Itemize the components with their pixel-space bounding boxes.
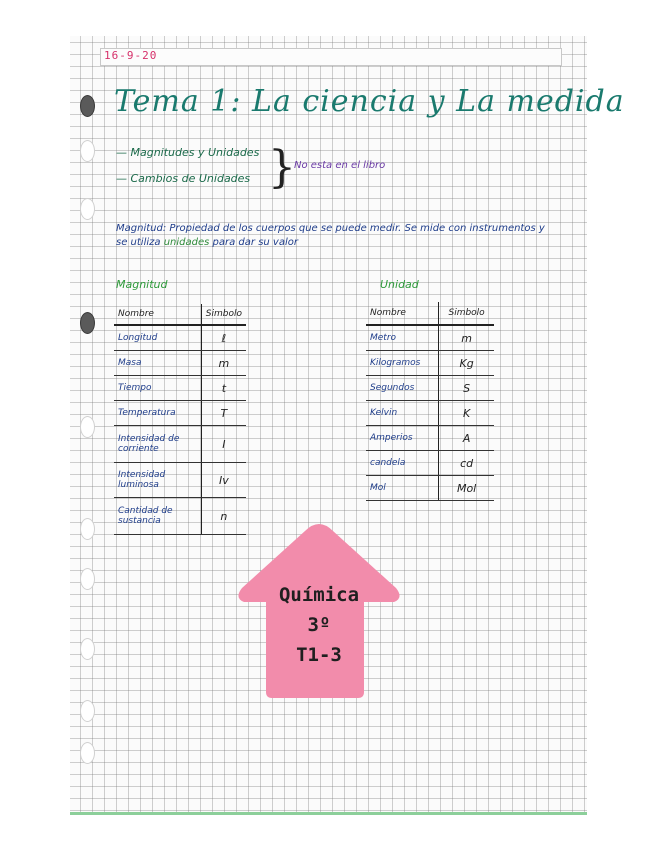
date-text: 16-9-20 xyxy=(104,49,158,62)
binder-hole xyxy=(80,568,95,590)
column-header: Simbolo xyxy=(439,302,494,325)
name-cell: Temperatura xyxy=(114,401,201,426)
definition-text: Propiedad de los cuerpos que se puede medir. Se mide con instrumentos y se utiliza xyxy=(116,223,545,248)
table-row xyxy=(114,463,246,498)
topic-label: Magnitudes y Unidades xyxy=(130,146,260,159)
sticky-note-grade: 3º xyxy=(307,614,331,636)
binder-hole xyxy=(80,198,95,220)
table-header-row xyxy=(114,304,246,325)
symbol-cell: Mol xyxy=(439,476,494,501)
unidad-section-title: Unidad xyxy=(380,278,419,291)
name-cell: candela xyxy=(366,451,439,476)
table-row xyxy=(114,401,246,426)
table-row xyxy=(366,351,494,376)
symbol-cell: n xyxy=(201,498,246,535)
binder-hole xyxy=(80,518,95,540)
table-row xyxy=(366,401,494,426)
table-row xyxy=(114,351,246,376)
units-table xyxy=(366,302,494,501)
brace-symbol: } xyxy=(268,142,296,193)
topic-item: — Magnitudes y Unidades xyxy=(116,146,260,159)
sticky-note-subject: Química xyxy=(278,584,360,606)
magnitudes-table xyxy=(114,304,246,535)
symbol-cell: A xyxy=(439,426,494,451)
date-header-box xyxy=(100,48,562,66)
symbol-cell: ℓ xyxy=(201,325,246,351)
page-title: Tema 1: La ciencia y La medida xyxy=(114,84,625,119)
name-cell: Intensidad de corriente xyxy=(114,426,201,463)
table-row xyxy=(114,376,246,401)
table-row xyxy=(114,498,246,535)
table-row xyxy=(114,426,246,463)
table-row xyxy=(366,426,494,451)
column-header: Nombre xyxy=(114,304,201,325)
symbol-cell: Iv xyxy=(201,463,246,498)
table-row xyxy=(366,476,494,501)
binder-hole xyxy=(80,416,95,438)
binder-hole xyxy=(80,742,95,764)
brace-note: No esta en el libro xyxy=(294,160,386,171)
sticky-note-text xyxy=(254,580,384,670)
name-cell: Kilogramos xyxy=(366,351,439,376)
name-cell: Mol xyxy=(366,476,439,501)
symbol-cell: K xyxy=(439,401,494,426)
topic-item: — Cambios de Unidades xyxy=(116,172,251,185)
name-cell: Metro xyxy=(366,325,439,351)
binder-hole xyxy=(80,140,95,162)
name-cell: Intensidad luminosa xyxy=(114,463,201,498)
definition-label: Magnitud: xyxy=(116,223,167,234)
definition-highlight: unidades xyxy=(163,237,210,248)
symbol-cell: m xyxy=(439,325,494,351)
sticky-note-topics: T1-3 xyxy=(296,644,342,666)
name-cell: Kelvin xyxy=(366,401,439,426)
binder-hole xyxy=(80,312,95,334)
symbol-cell: m xyxy=(201,351,246,376)
name-cell: Cantidad de sustancia xyxy=(114,498,201,535)
table-row xyxy=(114,325,246,351)
symbol-cell: Kg xyxy=(439,351,494,376)
name-cell: Longitud xyxy=(114,325,201,351)
definition-paragraph xyxy=(116,222,546,250)
binder-hole xyxy=(80,700,95,722)
name-cell: Masa xyxy=(114,351,201,376)
binder-hole xyxy=(80,95,95,117)
definition-text-end: para dar su valor xyxy=(212,237,298,248)
table-row xyxy=(366,376,494,401)
name-cell: Tiempo xyxy=(114,376,201,401)
column-header: Nombre xyxy=(366,302,439,325)
symbol-cell: S xyxy=(439,376,494,401)
topic-label: Cambios de Unidades xyxy=(130,172,251,185)
table-row xyxy=(366,451,494,476)
symbol-cell: t xyxy=(201,376,246,401)
column-header: Simbolo xyxy=(201,304,246,325)
table-header-row xyxy=(366,302,494,325)
symbol-cell: T xyxy=(201,401,246,426)
table-row xyxy=(366,325,494,351)
magnitud-section-title: Magnitud xyxy=(116,278,168,291)
binder-hole xyxy=(80,638,95,660)
name-cell: Amperios xyxy=(366,426,439,451)
name-cell: Segundos xyxy=(366,376,439,401)
symbol-cell: cd xyxy=(439,451,494,476)
symbol-cell: I xyxy=(201,426,246,463)
